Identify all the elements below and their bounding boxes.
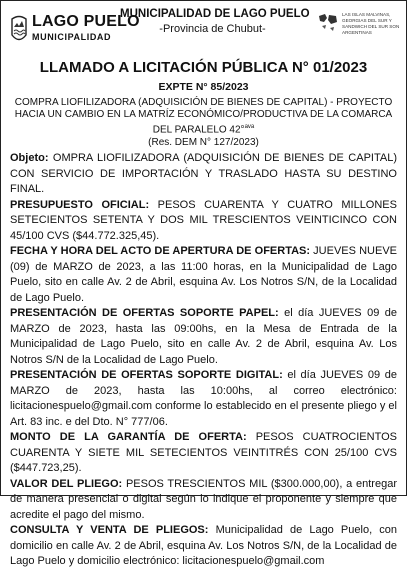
header-center bbox=[120, 8, 310, 35]
section-inquiries bbox=[10, 523, 397, 570]
section-text: JUEVES NUEVE (09) de MARZO de 2023, a las 11:00 horas, en la Municipalidad de Lago Puelo, sito en calle Av. 2 de Abril, esquina Av. Los Notros S/N, de la Localidad de Lago Puelo. bbox=[10, 245, 397, 304]
section-text: el día JUEVES 09 de MARZO de 2023, hasta las 09:00hs, en la Mesa de Entrada de la Municipalidad de Lago Puelo, sito en calle Av. 2 de Abril, esquina Av. Los Notros S/N de la Localidad de Lago Puelo. bbox=[10, 307, 397, 366]
notice-title: LLAMADO A LICITACIÓN PÚBLICA N° 01/2023 bbox=[39, 59, 368, 76]
section-label: PRESENTACIÓN DE OFERTAS SOPORTE PAPEL: bbox=[10, 307, 279, 320]
project-description-superscript: ava bbox=[244, 124, 255, 130]
province-name: -Provincia de Chubut- bbox=[159, 23, 266, 35]
section-label: MONTO DE LA GARANTÍA DE OFERTA: bbox=[10, 431, 247, 444]
section-digital-submission bbox=[10, 368, 397, 430]
section-label: VALOR DEL PLIEGO: bbox=[10, 477, 123, 490]
notice-sections bbox=[10, 151, 397, 570]
logo-main-text: LAGO PUELO bbox=[32, 13, 140, 30]
malvinas-islands-icon bbox=[316, 10, 340, 36]
section-text: PESOS CUARENTA Y CUATRO MILLONES SETECIENTOS SETENTA Y DOS MIL TRESCIENTOS VEINTICINCO CON 45/100 CVS ($44.772.325,45). bbox=[10, 198, 397, 242]
project-description bbox=[10, 97, 397, 136]
section-guarantee bbox=[10, 430, 397, 477]
section-text: OMPRA LIOFILIZADORA (ADQUISICIÓN DE BIENES DE CAPITAL) CON SERVICIO DE IMPORTACIÓN Y TRASLADO HASTA SU DESTINO FINAL. bbox=[10, 152, 397, 196]
section-text: PESOS TRESCIENTOS MIL ($300.000,00), a entregar de manera presencial o digital según lo indique el proponente y siempre que acredite el pago del mismo. bbox=[10, 477, 397, 521]
section-label: Objeto: bbox=[10, 152, 49, 165]
file-number: EXPTE N° 85/2023 bbox=[158, 81, 249, 93]
section-bid-price bbox=[10, 477, 397, 524]
section-opening-date bbox=[10, 244, 397, 306]
section-text: Municipalidad de Lago Puelo, con domicilio en calle Av. 2 de Abril, esquina Av. Los Notros S/N, de la Localidad de Lago Puelo y domicilio electrónico: licitacionespuelo@gmail.com bbox=[10, 524, 397, 568]
section-label: PRESUPUESTO OFICIAL: bbox=[10, 198, 150, 211]
malvinas-caption: LAS ISLAS MALVINAS, GEORGIAS DEL SUR Y SANDWICH DEL SUR SON ARGENTINAS bbox=[342, 12, 400, 35]
municipality-logo bbox=[10, 13, 140, 53]
section-label: FECHA Y HORA DEL ACTO DE APERTURA DE OFERTAS: bbox=[10, 245, 311, 258]
section-text: el día JUEVES 09 de MARZO de 2023, hasta las 10:00hs, al correo electrónico: licitacionespuelo@gmail.com conforme lo establecido en el presente pliego y el Art. 83 inc. e del Dto. N° 777/06. bbox=[10, 369, 397, 428]
section-paper-submission bbox=[10, 306, 397, 368]
section-label: CONSULTA Y VENTA DE PLIEGOS: bbox=[10, 524, 209, 537]
lake-emblem-icon bbox=[10, 15, 28, 45]
section-label: PRESENTACIÓN DE OFERTAS SOPORTE DIGITAL: bbox=[10, 369, 283, 382]
municipality-name: MUNICIPALIDAD DE LAGO PUELO bbox=[120, 8, 310, 20]
project-description-text: COMPRA LIOFILIZADORA (ADQUISICIÓN DE BIENES DE CAPITAL) - PROYECTO HACIA UN CAMBIO EN LA MATRÍZ ECONÓMICO/PRODUCTIVA DE LA COMARCA DEL PARALELO 42° bbox=[14, 97, 393, 136]
header bbox=[10, 7, 400, 57]
section-budget bbox=[10, 198, 397, 245]
resolution-reference: (Res. DEM N° 127/2023) bbox=[148, 137, 259, 149]
section-object bbox=[10, 151, 397, 198]
section-text: PESOS CUATROCIENTOS CUARENTA Y SIETE MIL SETECIENTOS VEINTITRÉS CON 25/100 CVS ($447.723,25). bbox=[10, 431, 397, 475]
logo-sub-text: MUNICIPALIDAD bbox=[32, 32, 112, 42]
